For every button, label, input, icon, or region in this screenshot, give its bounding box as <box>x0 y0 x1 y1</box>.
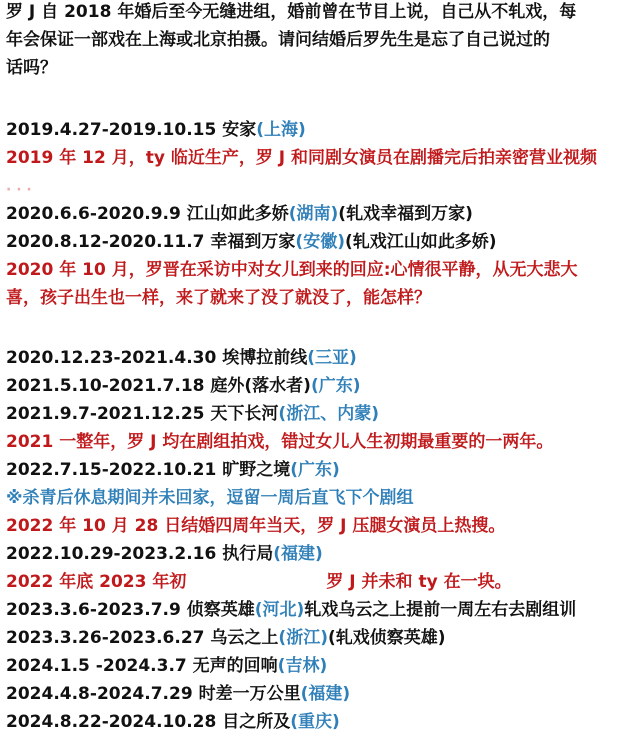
note-2022-end <box>6 570 512 594</box>
entry-2022-kuangye <box>6 458 340 482</box>
entry-2019-anjia <box>6 118 306 142</box>
entry-location: (上海) <box>256 120 306 140</box>
entry-2021-tianxia <box>6 402 379 426</box>
cropped-fragment: · · · <box>6 182 32 198</box>
note-detail: 罗 J 并未和 ty 在一块。 <box>326 572 512 592</box>
entry-location: (浙江、内蒙) <box>278 404 379 424</box>
entry-text: 2022.10.29-2023.2.16 执行局 <box>6 544 274 564</box>
entry-location: (安徽) <box>295 232 345 252</box>
entry-text: 2019.4.27-2019.10.15 安家 <box>6 120 257 140</box>
entry-location: (湖南) <box>288 204 339 224</box>
entry-text: 2023.3.6-2023.7.9 侦察英雄 <box>6 600 255 620</box>
entry-2023-zhencha <box>6 598 576 622</box>
intro-line-2: 年会保证一部戏在上海或北京拍摄。请问结婚后罗先生是忘了自己说过的 <box>6 30 550 50</box>
entry-note: (轧戏江山如此多娇) <box>344 232 497 252</box>
entry-text: 2020.8.12-2020.11.7 幸福到万家 <box>6 232 296 252</box>
entry-location: (重庆) <box>290 712 340 732</box>
entry-2024-shicha <box>6 682 350 706</box>
entry-note: (轧戏侦察英雄) <box>327 628 446 648</box>
entry-note: (轧戏幸福到万家) <box>338 204 473 224</box>
note-2020-10-line1: 2020 年 10 月，罗晋在采访中对女儿到来的回应:心情很平静，从无大悲大 <box>6 260 578 280</box>
entry-2020-jiangshan <box>6 202 473 226</box>
entry-text: 2024.8.22-2024.10.28 目之所及 <box>6 712 291 732</box>
entry-2020-xingfu <box>6 230 497 254</box>
note-2022-10-28: 2022 年 10 月 28 日结婚四周年当天，罗 J 压腿女演员上热搜。 <box>6 516 506 536</box>
entry-text: 2024.4.8-2024.7.29 时差一万公里 <box>6 684 301 704</box>
intro-line-1: 罗 J 自 2018 年婚后至今无缝进组，婚前曾在节目上说，自己从不轧戏，每 <box>6 2 577 22</box>
note-2021: 2021 一整年，罗 J 均在剧组拍戏，错过女儿人生初期最重要的一两年。 <box>6 432 554 452</box>
entry-text: 2021.5.10-2021.7.18 庭外(落水者) <box>6 376 311 396</box>
entry-location: (广东) <box>290 460 340 480</box>
entry-2020-aibola <box>6 346 357 370</box>
entry-2021-tingwai <box>6 374 361 398</box>
entry-location: (广东) <box>310 376 361 396</box>
entry-text: 2023.3.26-2023.6.27 乌云之上 <box>6 628 279 648</box>
entry-location: (吉林) <box>277 656 328 676</box>
entry-text: 2020.12.23-2021.4.30 埃博拉前线 <box>6 348 308 368</box>
entry-text: 2020.6.6-2020.9.9 江山如此多娇 <box>6 204 289 224</box>
entry-location: (河北) <box>254 600 305 620</box>
entry-2024-muzhi <box>6 710 340 734</box>
entry-2022-zhixingju <box>6 542 323 566</box>
entry-text: 2024.1.5 -2024.3.7 无声的回响 <box>6 656 278 676</box>
entry-2023-wuyun <box>6 626 446 650</box>
entry-text: 2021.9.7-2021.12.25 天下长河 <box>6 404 279 424</box>
intro-line-3: 话吗？ <box>6 58 57 78</box>
entry-location: (福建) <box>300 684 351 704</box>
entry-location: (浙江) <box>278 628 328 648</box>
note-2019-12: 2019 年 12 月，ty 临近生产，罗 J 和同剧女演员在剧播完后拍亲密营业视频 <box>6 148 598 168</box>
entry-2024-wusheng <box>6 654 327 678</box>
entry-location: (福建) <box>273 544 323 564</box>
entry-note: 轧戏乌云之上提前一周左右去剧组训 <box>304 600 577 620</box>
note-2020-10-line2: 喜，孩子出生也一样，来了就来了没了就没了，能怎样？ <box>6 288 431 308</box>
entry-text: 2022.7.15-2022.10.21 旷野之境 <box>6 460 291 480</box>
note-no-return: ※杀青后休息期间并未回家，逗留一周后直飞下个剧组 <box>6 488 414 508</box>
note-period: 2022 年底 2023 年初 <box>6 572 187 592</box>
entry-location: (三亚) <box>307 348 357 368</box>
